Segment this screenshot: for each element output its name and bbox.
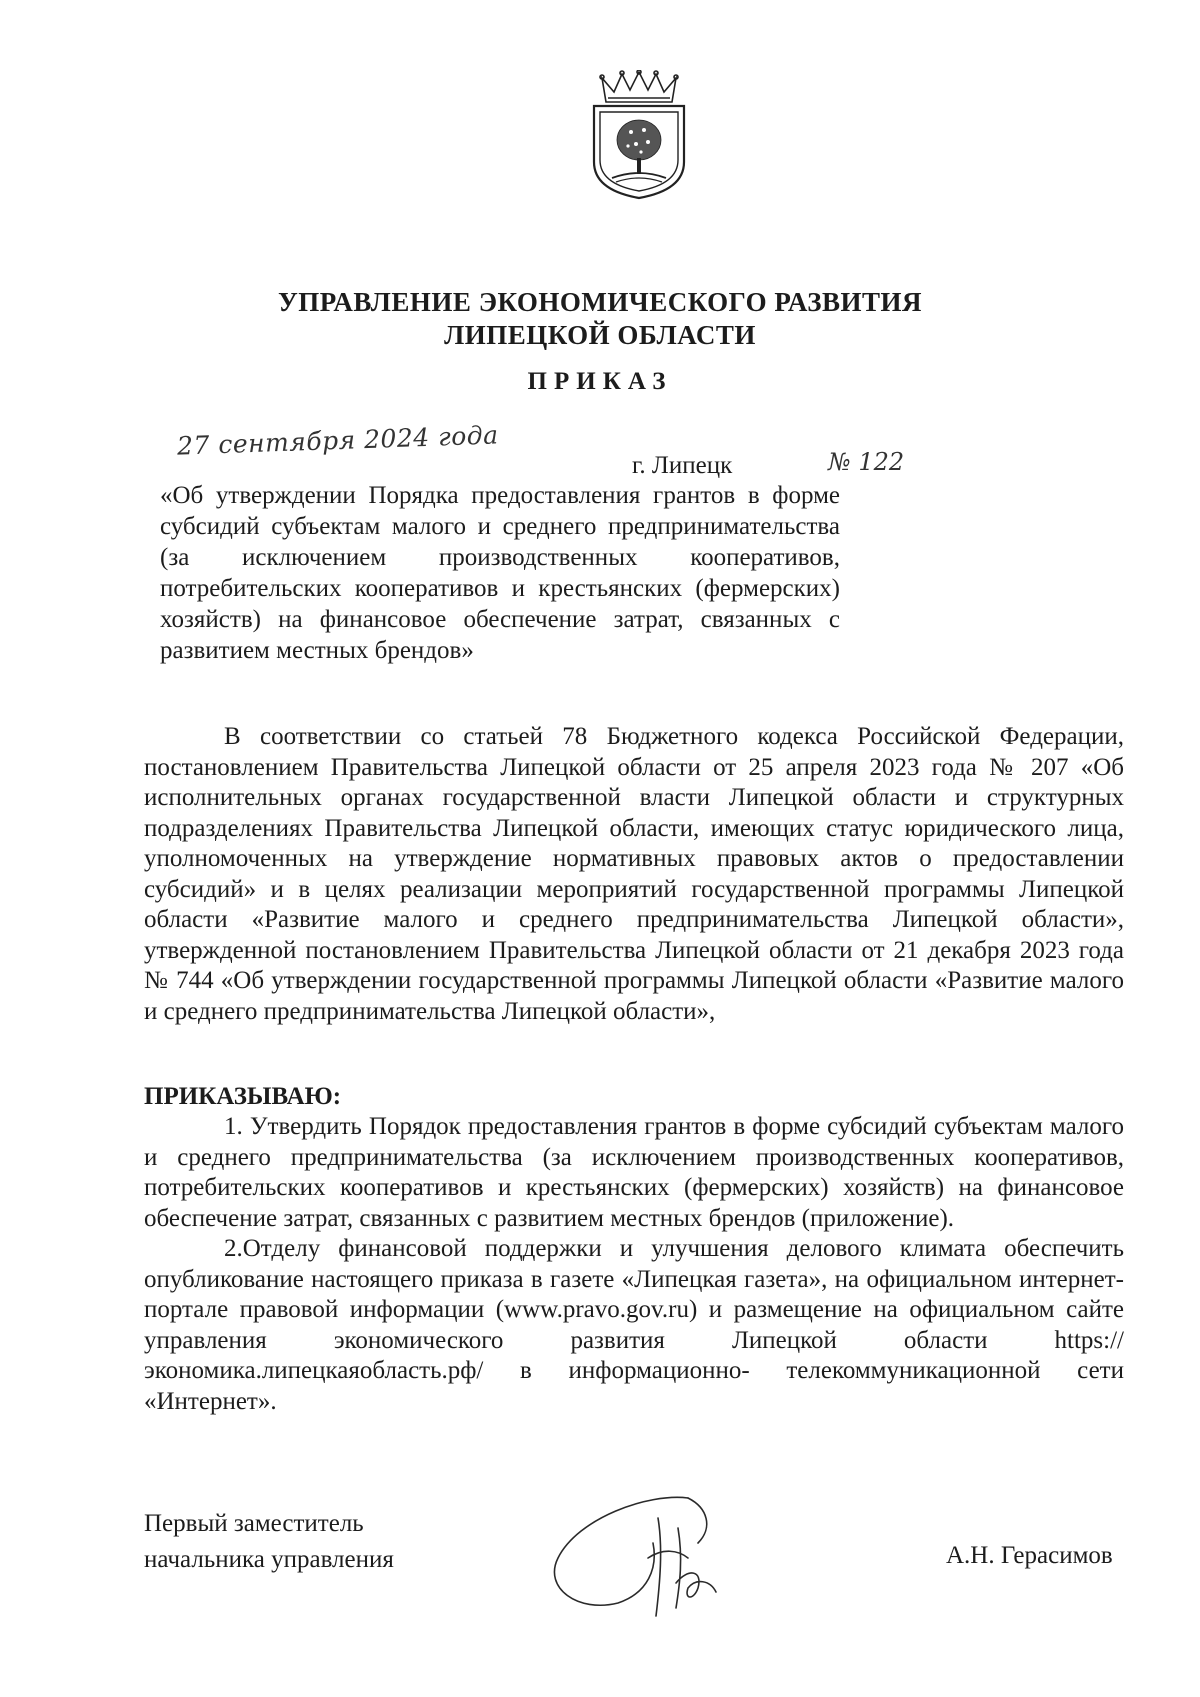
order-item-1: 1. Утвердить Порядок предоставления грантов в форме субсидий субъектам малого и среднего предпринимательства (за исключением производственных кооперативов, потребительских кооперативов и крестьянских (фермерских) хозяйств) на финансовое обеспечение затрат, связанных с развитием местных брендов (приложение). [144, 1113, 1124, 1232]
organization-name-line-1: УПРАВЛЕНИЕ ЭКОНОМИЧЕСКОГО РАЗВИТИЯ [277, 287, 923, 317]
signer-position-line-1: Первый заместитель [144, 1510, 364, 1537]
city: г. Липецк [632, 452, 733, 479]
handwritten-signature-icon [538, 1488, 758, 1623]
order-items [144, 1112, 1124, 1417]
preamble [144, 722, 1124, 1027]
order-subject: «Об утверждении Порядка предоставления грантов в форме субсидий субъектам малого и среднего предпринимательства (за исключением производственных кооперативов, потребительских кооперативов и крестьянских (фермерских) хозяйств) на финансовое обеспечение затрат, связанных с развитием местных брендов» [160, 482, 840, 664]
organization-name-line-2: ЛИПЕЦКОЙ ОБЛАСТИ [444, 320, 756, 350]
order-word: ПРИКАЗЫВАЮ: [144, 1083, 342, 1110]
order-item-2: 2.Отделу финансовой поддержки и улучшения делового климата обеспечить опубликование настоящего приказа в газете «Липецкая газета», на официальном интернет-портале правовой информации (www.pravo.gov.ru) и размещение на официальном сайте управления экономического развития Липецкой области https://экономика.липецкаяобласть.рф/ в информационно- телекоммуникационной сети «Интернет». [144, 1235, 1124, 1415]
signer-position-line-2: начальника управления [144, 1546, 394, 1573]
signer-position [144, 1506, 394, 1578]
handwritten-order-number: № 122 [828, 448, 905, 476]
signer-name: А.Н. Герасимов [946, 1542, 1113, 1569]
preamble-text: В соответствии со статьей 78 Бюджетного кодекса Российской Федерации, постановлением Правительства Липецкой области от 25 апреля 2023 года № 207 «Об исполнительных органах государственной власти Липецкой области и структурных подразделениях Правительства Липецкой области, имеющих статус юридического лица, уполномоченных на утверждение нормативных правовых актов о предоставлении субсидий» и в целях реализации мероприятий государственной программы Липецкой области «Развитие малого и среднего предпринимательства Липецкой области», утвержденной постановлением Правительства Липецкой области от 21 декабря 2023 года № 744 «Об утверждении государственной программы Липецкой области «Развитие малого и среднего предпринимательства Липецкой области», [144, 723, 1124, 1025]
handwritten-date: 27 сентября 2024 года [176, 420, 499, 461]
document-type: ПРИКАЗ [527, 368, 673, 395]
organization-name [150, 286, 1050, 352]
coat-of-arms-icon [586, 70, 692, 200]
